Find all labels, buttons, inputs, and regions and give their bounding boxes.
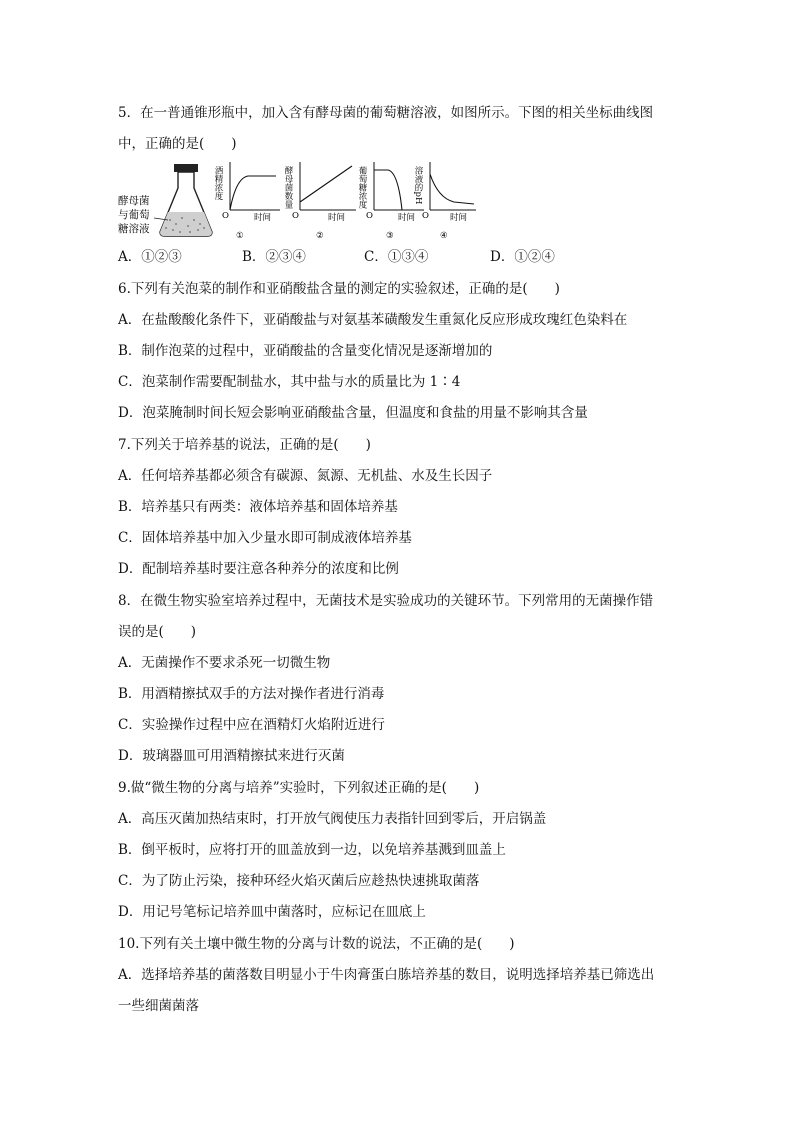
q9-option-c: C．为了防止污染，接种环经火焰灭菌后应趁热快速挑取菌落 bbox=[118, 873, 480, 889]
graph-4-xlabel: 时间 bbox=[450, 213, 468, 223]
q6-option-b: B．制作泡菜的过程中，亚硝酸盐的含量变化情况是逐渐增加的 bbox=[118, 343, 493, 359]
q6-option-c: C．泡菜制作需要配制盐水，其中盐与水的质量比为 1∶4 bbox=[118, 374, 461, 390]
q7-stem: 7.下列关于培养基的说法，正确的是( ) bbox=[118, 437, 371, 453]
graph-3-curve bbox=[374, 170, 402, 210]
q7-option-a: A．任何培养基都必须含有碳源、氮源、无机盐、水及生长因子 bbox=[118, 468, 493, 484]
q10-stem: 10.下列有关土壤中微生物的分离与计数的说法，不正确的是( ) bbox=[118, 936, 515, 952]
q8-option-d: D．玻璃器皿可用酒精擦拭来进行灭菌 bbox=[118, 748, 345, 764]
graph-3-number: ③ bbox=[386, 231, 394, 241]
graph-2-curve bbox=[300, 166, 352, 202]
q6-stem: 6.下列有关泡菜的制作和亚硝酸盐含量的测定的实验叙述，正确的是( ) bbox=[118, 281, 560, 297]
graph-2-ylabel: 酵母菌数量 bbox=[283, 166, 293, 209]
graph-4-origin: O bbox=[422, 211, 429, 221]
q5-stem-line-2: 中，正确的是( ) bbox=[118, 136, 237, 152]
graph-1-number: ① bbox=[236, 231, 244, 241]
q5-stem-line-1: 5．在一普通锥形瓶中，加入含有酵母菌的葡萄糖溶液，如图所示。下图的相关坐标曲线图 bbox=[118, 105, 654, 121]
q6-option-a: A．在盐酸酸化条件下，亚硝酸盐与对氨基苯磺酸发生重氮化反应形成玫瑰红色染料在 bbox=[118, 312, 628, 328]
flask-illustration bbox=[118, 164, 212, 236]
graph-4 bbox=[413, 162, 476, 241]
graph-1-ylabel: 酒精浓度 bbox=[213, 166, 223, 200]
q5-option-c: C．①③④ bbox=[364, 249, 429, 265]
flask-stopper bbox=[174, 164, 198, 172]
q9-option-d: D．用记号笔标记培养皿中菌落时，应标记在皿底上 bbox=[118, 904, 426, 920]
q7-option-c: C．固体培养基中加入少量水即可制成液体培养基 bbox=[118, 530, 412, 546]
q5-option-a: A．①②③ bbox=[118, 249, 182, 265]
q9-option-a: A．高压灭菌加热结束时，打开放气阀使压力表指针回到零后，开启锅盖 bbox=[118, 811, 547, 827]
graph-2 bbox=[283, 162, 356, 241]
q9-option-b: B．倒平板时，应将打开的皿盖放到一边，以免培养基溅到皿盖上 bbox=[118, 842, 506, 858]
flask-liquid bbox=[160, 212, 212, 236]
q8-stem-line-1: 8．在微生物实验室培养过程中，无菌技术是实验成功的关键环节。下列常用的无菌操作错 bbox=[118, 593, 654, 609]
q8-option-a: A．无菌操作不要求杀死一切微生物 bbox=[118, 655, 331, 671]
q7-option-d: D．配制培养基时要注意各种养分的浓度和比例 bbox=[118, 561, 399, 577]
q10-option-a-line-2: 一些细菌菌落 bbox=[118, 998, 199, 1014]
q7-option-b: B．培养基只有两类：液体培养基和固体培养基 bbox=[118, 499, 398, 515]
graph-3-ylabel: 葡萄糖浓度 bbox=[357, 166, 367, 209]
q5-figure bbox=[118, 158, 478, 244]
graph-4-number: ④ bbox=[440, 231, 448, 241]
graph-1-xlabel: 时间 bbox=[254, 213, 272, 223]
q8-option-b: B．用酒精擦拭双手的方法对操作者进行消毒 bbox=[118, 686, 385, 702]
graph-1-origin: O bbox=[222, 211, 229, 221]
q8-option-c: C．实验操作过程中应在酒精灯火焰附近进行 bbox=[118, 717, 385, 733]
graph-3-xlabel: 时间 bbox=[398, 213, 416, 223]
flask-label-1: 酵母菌 bbox=[118, 195, 150, 207]
q9-stem: 9.做“微生物的分离与培养”实验时，下列叙述正确的是( ) bbox=[118, 780, 480, 796]
graph-1-curve bbox=[230, 176, 276, 210]
q5-option-b: B．②③④ bbox=[242, 249, 306, 265]
q6-option-d: D．泡菜腌制时间长短会影响亚硝酸盐含量，但温度和食盐的用量不影响其含量 bbox=[118, 405, 588, 421]
graph-2-number: ② bbox=[316, 231, 324, 241]
graph-3-origin: O bbox=[366, 211, 373, 221]
graph-4-curve bbox=[430, 174, 474, 204]
graph-1 bbox=[213, 162, 280, 241]
graph-4-ylabel: 溶液的pH bbox=[413, 166, 423, 205]
q5-figure-svg bbox=[118, 158, 478, 244]
q5-option-d: D．①②④ bbox=[490, 249, 555, 265]
graph-2-xlabel: 时间 bbox=[328, 213, 346, 223]
graph-2-origin: O bbox=[292, 211, 299, 221]
q10-option-a-line-1: A．选择培养基的菌落数目明显小于牛肉膏蛋白胨培养基的数目，说明选择培养基已筛选出 bbox=[118, 967, 655, 983]
flask-label-2: 与葡萄 bbox=[118, 209, 150, 221]
flask-label-3: 糖溶液 bbox=[118, 223, 150, 235]
q8-stem-line-2: 误的是( ) bbox=[118, 624, 197, 640]
